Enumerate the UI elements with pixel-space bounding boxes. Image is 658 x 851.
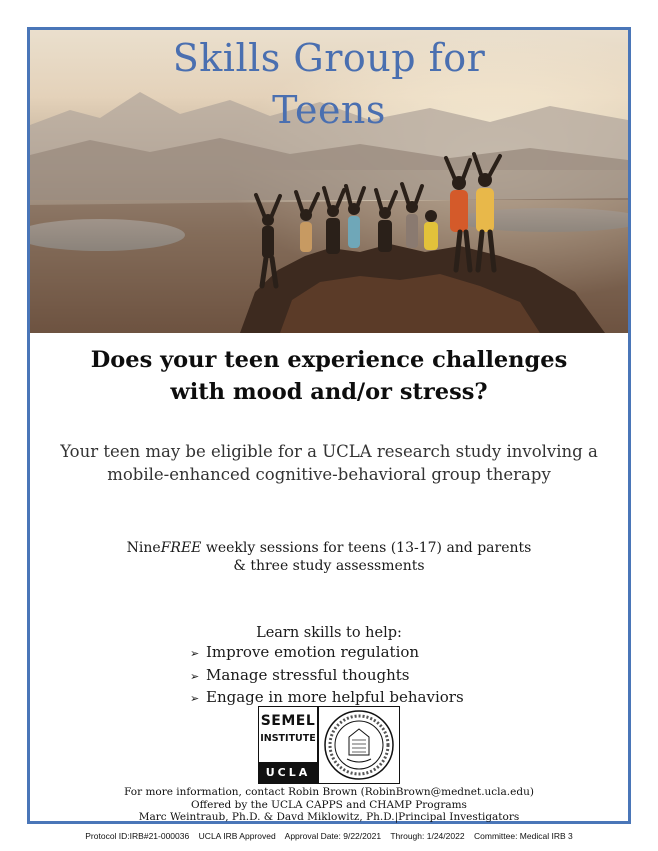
logo-word-semel: SEMEL (260, 713, 316, 729)
seal-icon (319, 707, 399, 783)
contact-info (30, 786, 628, 824)
logo-word-institute: INSTITUTE (260, 733, 316, 744)
skill-text: Improve emotion regulation (206, 643, 420, 661)
arrow-bullet-icon: ➢ (190, 647, 200, 660)
title-line-2: Teens (272, 88, 386, 132)
contact-line-3: Marc Weintraub, Ph.D. & Davd Miklowitz, Ph.D.|Principal Investigators (138, 811, 520, 823)
free-emphasis: FREE (160, 540, 202, 556)
page-title (30, 32, 628, 136)
skills-list (190, 642, 464, 710)
list-item (190, 665, 464, 688)
sessions-line-1 (55, 539, 603, 557)
arrow-bullet-icon: ➢ (190, 669, 200, 683)
eligibility-text: Your teen may be eligible for a UCLA research study involving a mobile-enhanced cognitive-behavioral group therapy (60, 442, 598, 484)
headline-line-2: with mood and/or stress? (170, 379, 488, 405)
sessions-line-2: & three study assessments (233, 558, 425, 574)
contact-line-2: Offered by the UCLA CAPPS and CHAMP Programs (191, 798, 467, 811)
headline (40, 344, 618, 408)
arrow-bullet-icon: ➢ (190, 692, 200, 705)
sessions-text (55, 539, 603, 575)
logo-word-ucla: UCLA (259, 762, 317, 783)
skill-text: Engage in more helpful behaviors (206, 688, 464, 706)
contact-line-1: For more information, contact Robin Brown (RobinBrown@mednet.ucla.edu) (124, 786, 534, 798)
headline-line-1: Does your teen experience challenges (90, 347, 568, 373)
skills-heading: Learn skills to help: (256, 625, 402, 641)
title-line-1: Skills Group for (172, 36, 486, 80)
semel-institute-logo (258, 706, 318, 784)
skill-text: Manage stressful thoughts (206, 665, 410, 684)
sessions-rest: weekly sessions for teens (13-17) and parents (201, 540, 532, 556)
irb-footer: Protocol ID:IRB#21-000036 UCLA IRB Approved Approval Date: 9/22/2021 Through: 1/24/2022 Committee: Medical IRB 3 (85, 831, 573, 841)
sessions-prefix: Nine (126, 540, 161, 556)
university-seal-logo (318, 706, 400, 784)
list-item (190, 642, 464, 665)
